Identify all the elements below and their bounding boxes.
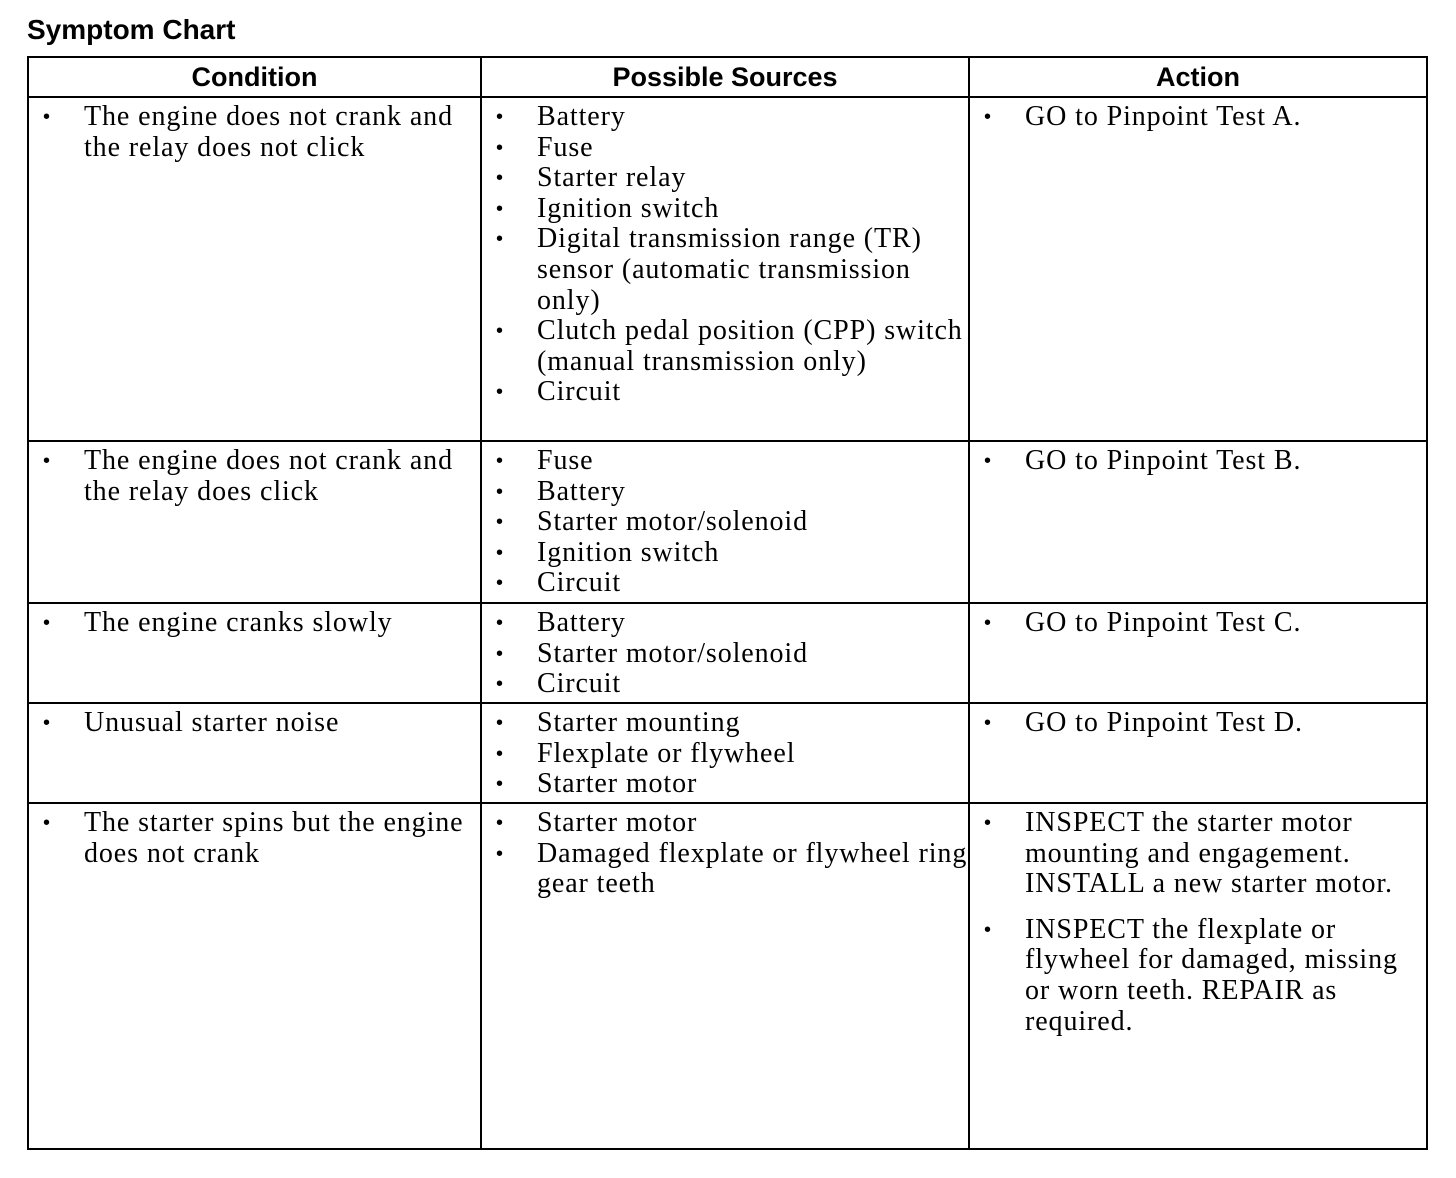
header-row — [28, 57, 1427, 97]
action-cell — [969, 803, 1427, 1149]
sources-cell — [481, 97, 969, 441]
condition-item — [29, 708, 480, 739]
action-list — [970, 604, 1426, 639]
source-item — [482, 316, 968, 377]
header-condition: Condition — [28, 57, 481, 97]
condition-cell — [28, 803, 481, 1149]
source-item — [482, 477, 968, 508]
source-text: Ignition switch — [537, 192, 720, 224]
condition-cell — [28, 603, 481, 703]
source-text: Battery — [537, 475, 626, 507]
condition-list — [29, 442, 480, 507]
source-text: Circuit — [537, 668, 622, 700]
source-list — [482, 604, 968, 700]
source-item — [482, 839, 968, 900]
symptom-chart-table — [27, 56, 1428, 1150]
bullet-icon: • — [496, 572, 504, 595]
sources-cell — [481, 703, 969, 803]
condition-list — [29, 704, 480, 739]
action-text: GO to Pinpoint Test A. — [1025, 101, 1302, 132]
source-item — [482, 102, 968, 133]
bullet-icon: • — [984, 612, 992, 634]
source-list — [482, 442, 968, 599]
bullet-icon: • — [984, 812, 992, 834]
source-item — [482, 377, 968, 408]
source-text: Starter motor — [537, 768, 698, 800]
header-action: Action — [969, 57, 1427, 97]
bullet-icon: • — [496, 320, 504, 343]
source-item — [482, 538, 968, 569]
bullet-icon: • — [43, 106, 51, 128]
condition-text: Unusual starter noise — [84, 707, 340, 738]
source-item — [482, 769, 968, 800]
bullet-icon: • — [496, 642, 504, 665]
action-item — [970, 708, 1426, 739]
condition-list — [29, 604, 480, 639]
action-list — [970, 804, 1426, 1037]
source-text: Circuit — [537, 376, 622, 408]
table-row — [28, 441, 1427, 603]
bullet-icon: • — [496, 773, 504, 796]
condition-text: The engine does not crank and the relay does click — [84, 445, 453, 507]
source-item — [482, 507, 968, 538]
action-cell — [969, 441, 1427, 603]
source-item — [482, 568, 968, 599]
source-text: Starter motor/solenoid — [537, 637, 808, 669]
bullet-icon: • — [43, 712, 51, 734]
source-item — [482, 224, 968, 316]
bullet-icon: • — [496, 197, 504, 220]
bullet-icon: • — [496, 480, 504, 503]
condition-cell — [28, 703, 481, 803]
source-item — [482, 446, 968, 477]
source-item — [482, 669, 968, 700]
bullet-icon: • — [496, 167, 504, 190]
source-list — [482, 804, 968, 900]
source-item — [482, 608, 968, 639]
source-text: Starter mounting — [537, 707, 741, 738]
source-item — [482, 194, 968, 225]
bullet-icon: • — [984, 450, 992, 472]
bullet-icon: • — [496, 106, 504, 128]
bullet-icon: • — [43, 450, 51, 472]
table-row — [28, 703, 1427, 803]
action-cell — [969, 703, 1427, 803]
sources-cell — [481, 441, 969, 603]
condition-text: The starter spins but the engine does not crank — [84, 807, 464, 869]
action-text: GO to Pinpoint Test C. — [1025, 607, 1302, 638]
action-list — [970, 98, 1426, 133]
bullet-icon: • — [984, 106, 992, 128]
condition-item — [29, 608, 480, 639]
bullet-icon: • — [496, 450, 504, 472]
action-text: INSPECT the starter motor mounting and engagement. INSTALL a new starter motor. — [1025, 807, 1393, 900]
action-item — [970, 915, 1426, 1037]
condition-item — [29, 808, 480, 869]
condition-list — [29, 804, 480, 869]
source-text: Battery — [537, 101, 626, 132]
action-text: GO to Pinpoint Test D. — [1025, 707, 1303, 738]
action-text: INSPECT the flexplate or flywheel for damaged, missing or worn teeth. REPAIR as required. — [1025, 913, 1398, 1037]
source-item — [482, 163, 968, 194]
bullet-icon: • — [496, 541, 504, 564]
sources-cell — [481, 603, 969, 703]
header-possible-sources: Possible Sources — [481, 57, 969, 97]
source-text: Starter motor — [537, 807, 698, 838]
sources-cell — [481, 803, 969, 1149]
bullet-icon: • — [43, 812, 51, 834]
source-text: Digital transmission range (TR) sensor (automatic transmission only) — [537, 223, 922, 316]
condition-text: The engine cranks slowly — [84, 607, 393, 638]
source-text: Fuse — [537, 445, 594, 476]
source-item — [482, 708, 968, 739]
bullet-icon: • — [496, 812, 504, 834]
source-item — [482, 739, 968, 770]
bullet-icon: • — [496, 511, 504, 534]
action-item — [970, 102, 1426, 133]
page-title: Symptom Chart — [27, 14, 236, 45]
bullet-icon: • — [496, 612, 504, 634]
source-text: Ignition switch — [537, 536, 720, 568]
action-cell — [969, 97, 1427, 441]
bullet-icon: • — [43, 612, 51, 634]
bullet-icon: • — [496, 842, 504, 865]
source-text: Battery — [537, 607, 626, 638]
bullet-icon: • — [984, 712, 992, 734]
action-list — [970, 704, 1426, 739]
action-item — [970, 446, 1426, 477]
table-row — [28, 97, 1427, 441]
source-text: Clutch pedal position (CPP) switch (manual transmission only) — [537, 315, 963, 377]
source-item — [482, 639, 968, 670]
condition-cell — [28, 441, 481, 603]
source-list — [482, 98, 968, 408]
bullet-icon: • — [496, 742, 504, 765]
table-row — [28, 803, 1427, 1149]
bullet-icon: • — [496, 228, 504, 251]
condition-cell — [28, 97, 481, 441]
source-text: Starter motor/solenoid — [537, 506, 808, 538]
source-text: Flexplate or flywheel — [537, 737, 796, 769]
action-item — [970, 808, 1426, 900]
source-list — [482, 704, 968, 800]
condition-list — [29, 98, 480, 163]
condition-item — [29, 446, 480, 507]
source-text: Circuit — [537, 567, 622, 599]
source-text: Fuse — [537, 131, 594, 163]
bullet-icon: • — [496, 673, 504, 696]
source-text: Damaged flexplate or flywheel ring gear teeth — [537, 837, 968, 900]
condition-text: The engine does not crank and the relay does not click — [84, 101, 453, 163]
source-item — [482, 808, 968, 839]
condition-item — [29, 102, 480, 163]
source-text: Starter relay — [537, 162, 687, 194]
action-text: GO to Pinpoint Test B. — [1025, 445, 1302, 476]
action-item — [970, 608, 1426, 639]
action-cell — [969, 603, 1427, 703]
source-item — [482, 133, 968, 164]
bullet-icon: • — [496, 381, 504, 404]
bullet-icon: • — [496, 712, 504, 734]
action-list — [970, 442, 1426, 477]
bullet-icon: • — [984, 918, 992, 941]
table-row — [28, 603, 1427, 703]
bullet-icon: • — [496, 136, 504, 159]
